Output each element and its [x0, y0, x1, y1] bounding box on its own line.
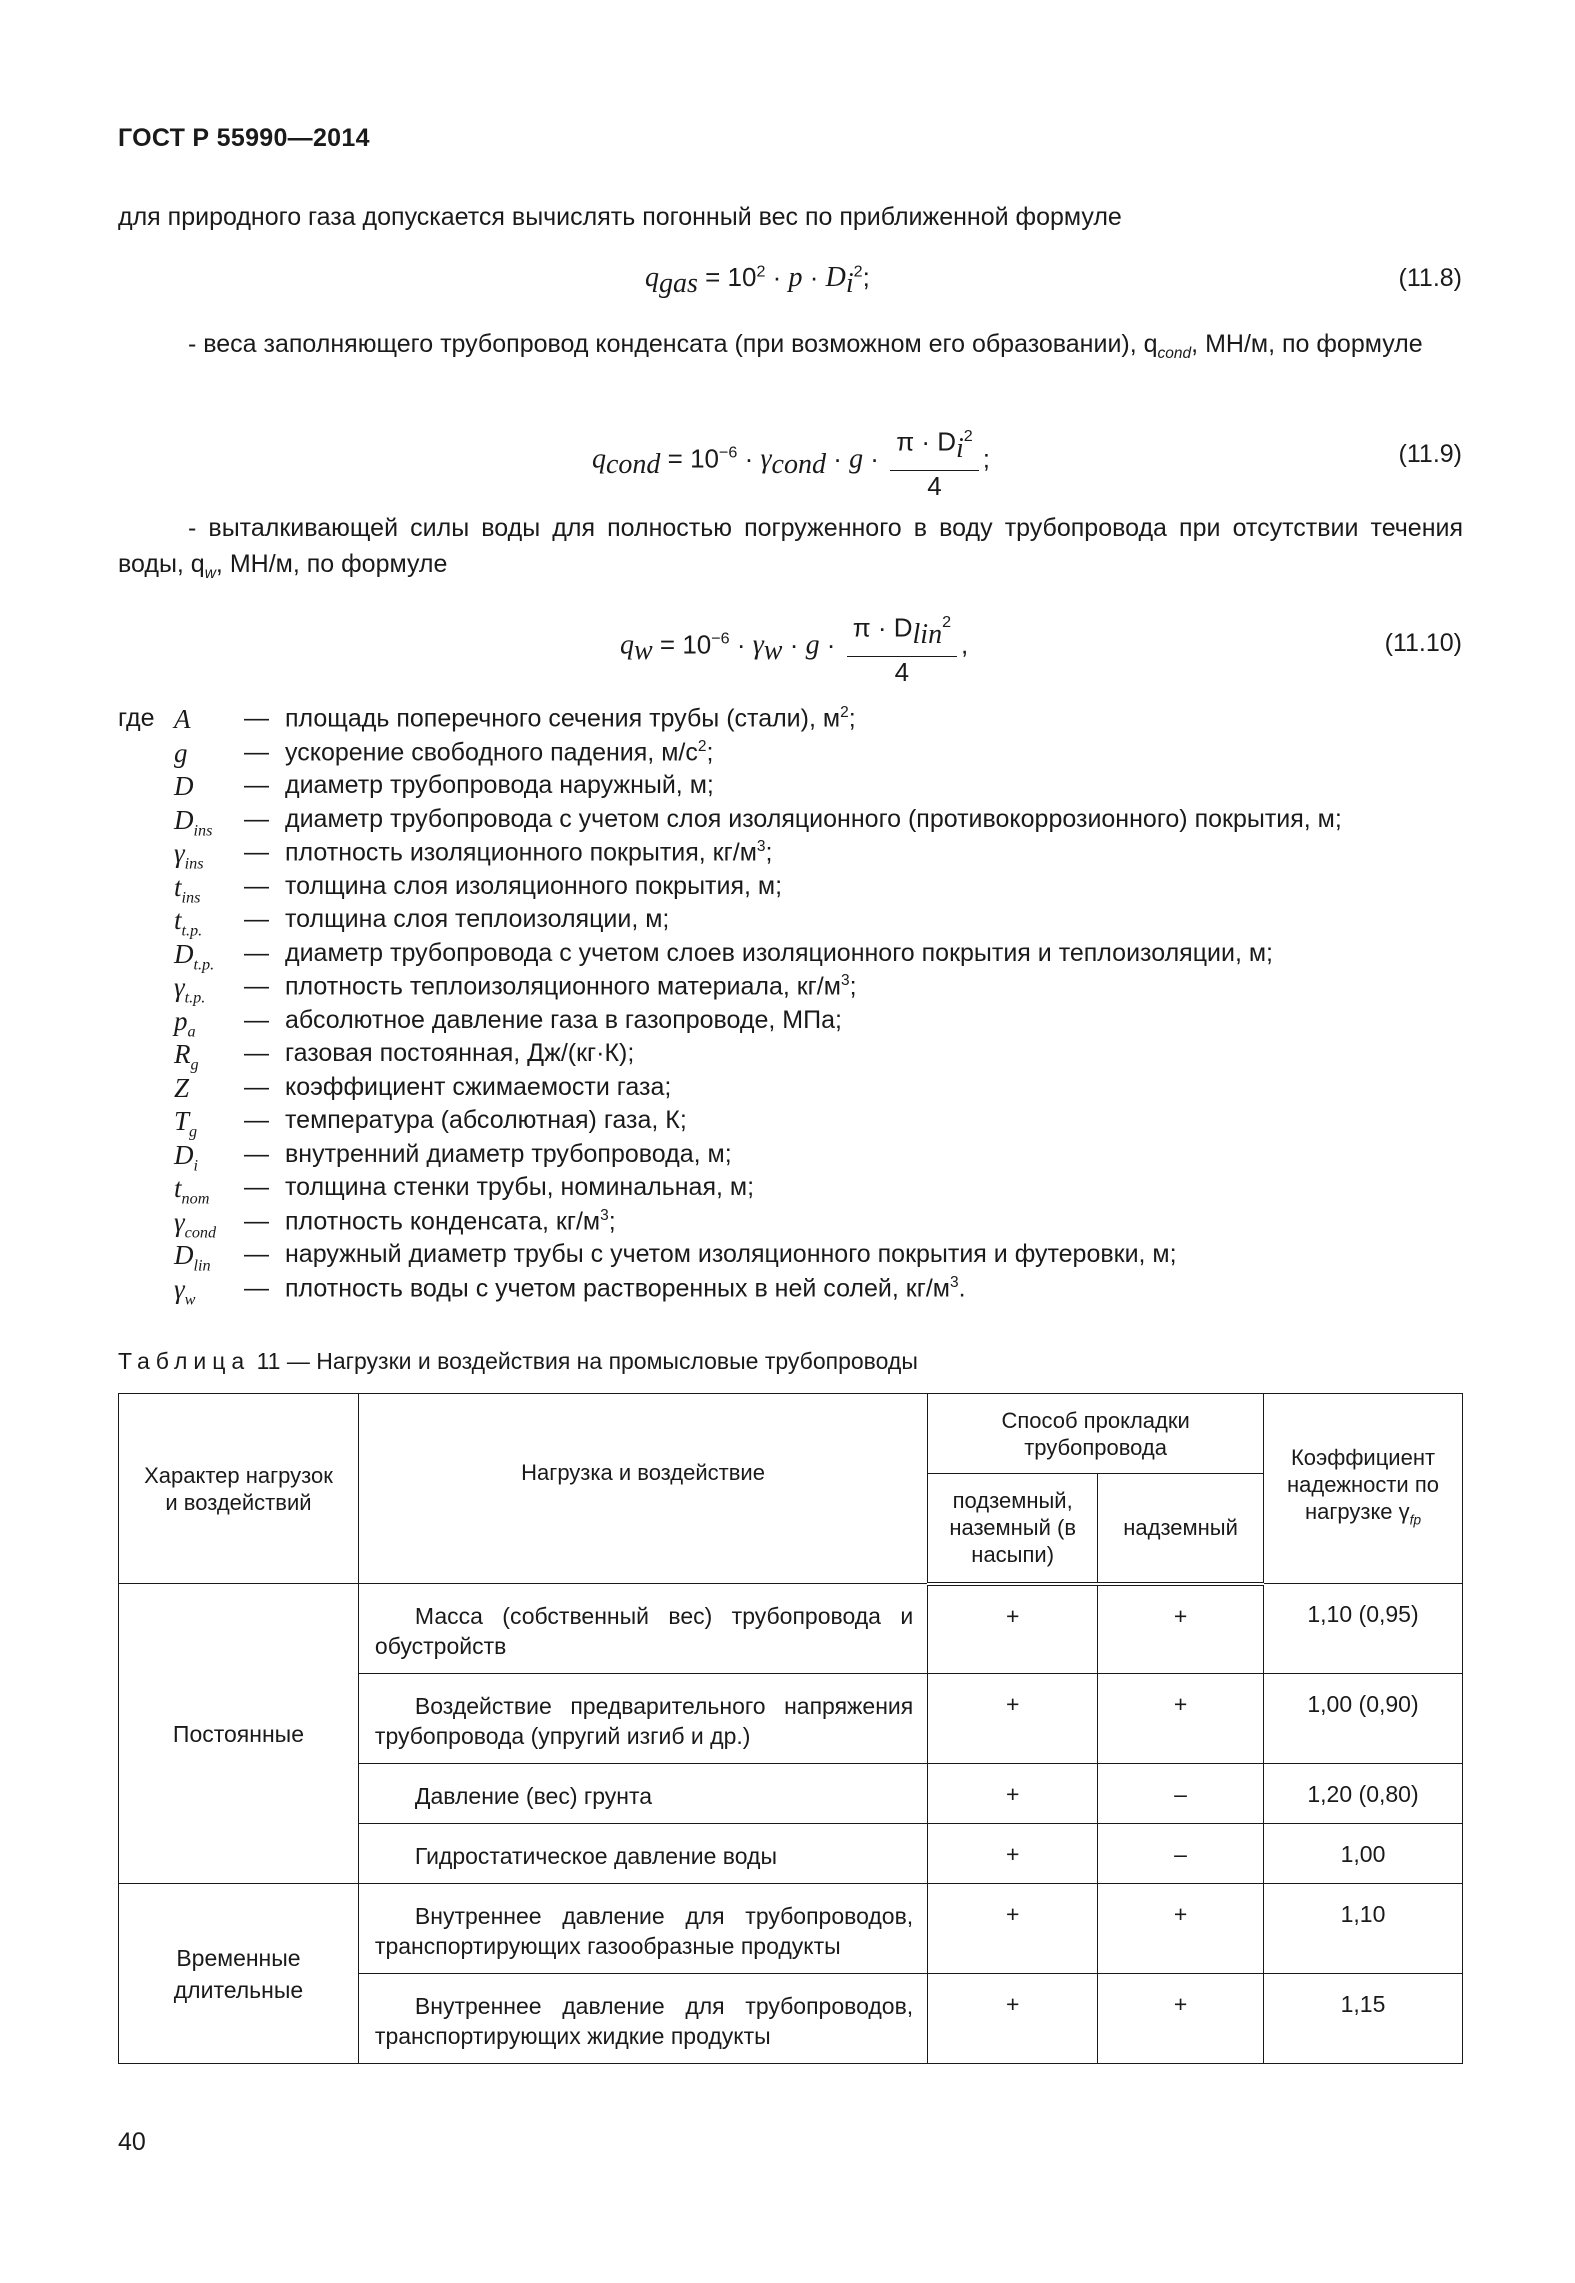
- definition-symbol: $D_i$: [174, 1139, 198, 1174]
- paragraph-condensate: - веса заполняющего трубопровод конденсата (при возможном его образовании), $q_{cond}$, МН/м, по формуле: [188, 330, 1423, 362]
- load-description-cell: Гидростатическое давление воды: [358, 1824, 927, 1884]
- reliability-coefficient-cell: 1,00 (0,90): [1264, 1674, 1463, 1764]
- definition-text: коэффициент сжимаемости газа;: [285, 1072, 672, 1101]
- definition-dash: —: [244, 1072, 269, 1101]
- definition-symbol: $D_{t.p.}$: [174, 938, 215, 973]
- definition-dash: —: [244, 804, 269, 833]
- definition-text: диаметр трубопровода наружный, м;: [285, 771, 714, 799]
- definition-text: температура (абсолютная) газа, К;: [285, 1106, 687, 1134]
- fraction-11-9: $\frac{\pi \cdot D_i^2}{4}$: [890, 420, 979, 501]
- table-body: [119, 1584, 1463, 2064]
- definition-dash: —: [244, 1139, 269, 1168]
- definition-text: толщина слоя теплоизоляции, м;: [285, 905, 670, 933]
- load-category-cell: Постоянные: [119, 1584, 359, 1884]
- definition-symbol: $p_a$: [174, 1005, 196, 1040]
- aboveground-mark-cell: –: [1098, 1824, 1264, 1884]
- load-description-cell: Масса (собственный вес) трубопровода и обустройств: [358, 1584, 927, 1674]
- definition-symbol: D: [174, 771, 194, 801]
- aboveground-mark-cell: +: [1098, 1974, 1264, 2064]
- definition-dash: —: [244, 1173, 269, 1201]
- reliability-coefficient-cell: 1,10: [1264, 1884, 1463, 1974]
- definition-dash: —: [244, 771, 269, 799]
- definition-dash: —: [244, 838, 269, 866]
- definition-text: площадь поперечного сечения трубы (стали), $м^2$;: [285, 704, 856, 733]
- underground-mark-cell: +: [928, 1764, 1098, 1824]
- formula-number-11-10: (11.10): [1384, 629, 1462, 657]
- definition-symbol: $\gamma_{t.p.}$: [174, 972, 206, 1007]
- definition-symbol: $D_{ins}$: [174, 804, 213, 839]
- header-reliability-coefficient: Коэффициент надежности по нагрузке $\gamma_{fp}$: [1264, 1394, 1463, 1584]
- definition-text: абсолютное давление газа в газопроводе, МПа;: [285, 1005, 842, 1034]
- definition-text: наружный диаметр трубы с учетом изоляционного покрытия и футеровки, м;: [285, 1240, 1177, 1268]
- definition-text: плотность изоляционного покрытия, $кг/м^3$;: [285, 838, 773, 867]
- definition-text: ускорение свободного падения, $м/с^2$;: [285, 737, 714, 766]
- header-load-category: Характер нагрузок и воздействий: [119, 1394, 359, 1584]
- reliability-coefficient-cell: 1,20 (0,80): [1264, 1764, 1463, 1824]
- definition-dash: —: [244, 1206, 269, 1235]
- definition-text: газовая постоянная, Дж/(кг·К);: [285, 1039, 635, 1067]
- underground-mark-cell: +: [928, 1674, 1098, 1764]
- definition-dash: —: [244, 1039, 269, 1067]
- definition-dash: —: [244, 871, 269, 900]
- definition-text: диаметр трубопровода с учетом слоя изоляционного (противокоррозионного) покрытия, м;: [285, 804, 1342, 833]
- definition-dash: —: [244, 938, 269, 967]
- intro-paragraph: для природного газа допускается вычислять погонный вес по приближенной формуле: [118, 203, 1122, 231]
- reliability-coefficient-cell: 1,00: [1264, 1824, 1463, 1884]
- underground-mark-cell: +: [928, 1584, 1098, 1674]
- load-category-cell: Временные длительные: [119, 1884, 359, 2064]
- definition-text: плотность воды с учетом растворенных в ней солей, $кг/м^3$.: [285, 1273, 966, 1302]
- load-description-cell: Внутреннее давление для трубопроводов, транспортирующих жидкие продукты: [358, 1974, 927, 2064]
- aboveground-mark-cell: +: [1098, 1674, 1264, 1764]
- underground-mark-cell: +: [928, 1824, 1098, 1884]
- definition-symbol: $t_{nom}$: [174, 1173, 210, 1208]
- definition-dash: —: [244, 737, 269, 766]
- definition-symbol: $R_g$: [174, 1039, 199, 1074]
- definition-symbol: $\gamma_w$: [174, 1273, 196, 1308]
- formula-11-9: $q_{cond} = 10^{-6} \cdot \gamma_{cond} \cdot g$ · $\frac{\pi \cdot D_i^2}{4}$ ;: [592, 420, 990, 501]
- definition-symbol: $t_{ins}$: [174, 871, 201, 906]
- definition-symbol: A: [174, 704, 191, 734]
- underground-mark-cell: +: [928, 1974, 1098, 2064]
- table-row: [119, 1884, 1463, 1974]
- reliability-coefficient-cell: 1,15: [1264, 1974, 1463, 2064]
- definition-dash: —: [244, 905, 269, 933]
- definition-symbol: $D_{lin}$: [174, 1240, 211, 1275]
- definition-dash: —: [244, 1106, 269, 1134]
- formula-11-10: $q_w = 10^{-6} \cdot \gamma_w \cdot g$ · $\frac{\pi \cdot D_{lin}^2}{4}$ ,: [620, 606, 968, 687]
- definition-symbol: $\gamma_{cond}$: [174, 1206, 217, 1241]
- header-underground: подземный, наземный (в насыпи): [928, 1474, 1098, 1584]
- header-load: Нагрузка и воздействие: [358, 1394, 927, 1584]
- definition-text: толщина слоя изоляционного покрытия, м;: [285, 871, 783, 900]
- definition-dash: —: [244, 1005, 269, 1034]
- table-row: [119, 1584, 1463, 1674]
- aboveground-mark-cell: +: [1098, 1884, 1264, 1974]
- definition-dash: —: [244, 1240, 269, 1268]
- page-number: 40: [118, 2128, 146, 2156]
- definition-text: толщина стенки трубы, номинальная, м;: [285, 1173, 755, 1201]
- definition-dash: —: [244, 1273, 269, 1302]
- load-description-cell: Воздействие предварительного напряжения трубопровода (упругий изгиб и др.): [358, 1674, 927, 1764]
- definition-symbol: $T_g$: [174, 1106, 198, 1141]
- definition-symbol: $t_{t.p.}$: [174, 905, 203, 940]
- where-word: где: [118, 704, 155, 732]
- definition-text: плотность теплоизоляционного материала, $кг/м^3$;: [285, 972, 857, 1001]
- definition-text: диаметр трубопровода с учетом слоев изоляционного покрытия и теплоизоляции, м;: [285, 938, 1273, 967]
- definition-symbol: $\gamma_{ins}$: [174, 838, 204, 873]
- loads-table: [118, 1393, 1463, 2064]
- formula-number-11-9: (11.9): [1398, 440, 1462, 468]
- formula-number-11-8: (11.8): [1398, 264, 1462, 292]
- definition-text: внутренний диаметр трубопровода, м;: [285, 1139, 732, 1168]
- load-description-cell: Внутреннее давление для трубопроводов, транспортирующих газообразные продукты: [358, 1884, 927, 1974]
- header-aboveground: надземный: [1098, 1474, 1264, 1584]
- paragraph-buoyancy: - выталкивающей силы воды для полностью погруженного в воду трубопровода при отсутствии течения воды, $q_w$, МН/м, по формуле: [118, 514, 1463, 582]
- table-caption: Таблица 11 — Нагрузки и воздействия на промысловые трубопроводы: [118, 1348, 918, 1374]
- reliability-coefficient-cell: 1,10 (0,95): [1264, 1584, 1463, 1674]
- document-code-header: ГОСТ Р 55990—2014: [118, 124, 370, 152]
- definition-dash: —: [244, 972, 269, 1000]
- aboveground-mark-cell: +: [1098, 1584, 1264, 1674]
- definition-symbol: Z: [174, 1072, 190, 1103]
- definition-symbol: g: [174, 737, 188, 768]
- definition-dash: —: [244, 704, 269, 732]
- load-description-cell: Давление (вес) грунта: [358, 1764, 927, 1824]
- header-laying-method: Способ прокладки трубопровода: [928, 1394, 1264, 1474]
- definition-text: плотность конденсата, $кг/м^3$;: [285, 1206, 616, 1235]
- aboveground-mark-cell: –: [1098, 1764, 1264, 1824]
- underground-mark-cell: +: [928, 1884, 1098, 1974]
- fraction-11-10: $\frac{\pi \cdot D_{lin}^2}{4}$: [847, 606, 957, 687]
- formula-11-8: $q_{gas} = 10^2 \cdot p \cdot D_i^2$;: [645, 262, 870, 300]
